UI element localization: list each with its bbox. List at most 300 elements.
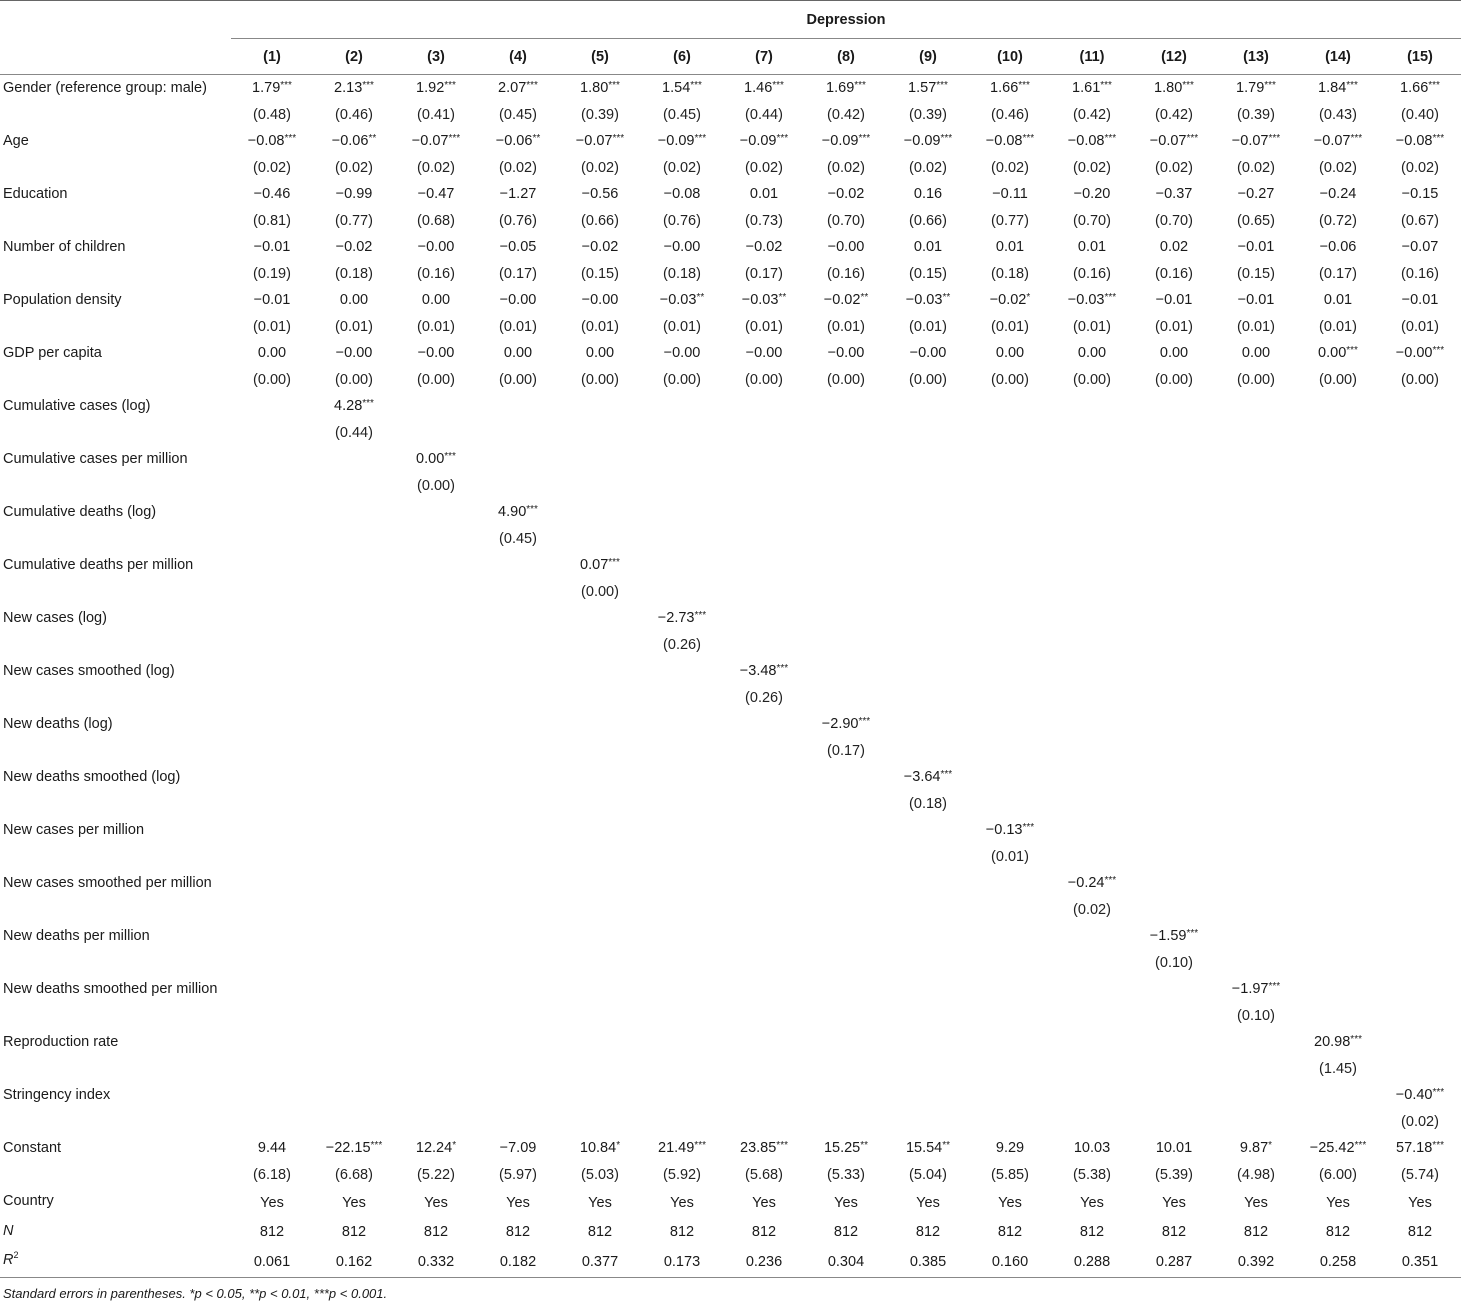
- coefficient-cell: −0.99: [335, 186, 373, 203]
- coefficient-cell: −0.27: [1237, 186, 1275, 203]
- standard-error-cell: [313, 685, 395, 712]
- table-footnote: Standard errors in parentheses. *p < 0.05, **p < 0.01, ***p < 0.001.: [3, 1285, 388, 1301]
- standard-error-cell: [1051, 420, 1133, 447]
- summary-value-cell: 812: [1407, 1224, 1433, 1241]
- coefficient-cell: [1379, 870, 1461, 897]
- coefficient-cell: [723, 711, 805, 738]
- coefficient-cell: [1133, 1082, 1215, 1109]
- summary-label-superscript: 2: [13, 1250, 19, 1261]
- coefficient-cell: [1051, 711, 1133, 738]
- standard-error-cell: [969, 526, 1051, 553]
- standard-error-cell: (0.16): [417, 265, 455, 282]
- summary-row: [0, 1247, 1461, 1277]
- standard-error-cell: [887, 950, 969, 977]
- coefficient-cell: [1051, 605, 1133, 632]
- coefficient-cell: [1297, 605, 1379, 632]
- coefficient-cell: [559, 658, 641, 685]
- standard-error-cell: [313, 579, 395, 606]
- coefficient-cell: [887, 393, 969, 420]
- standard-error-cell: (0.00): [1319, 371, 1357, 388]
- standard-error-cell: (0.77): [991, 212, 1029, 229]
- coefficient-cell: [1297, 446, 1379, 473]
- coefficient-cell: [231, 870, 313, 897]
- coefficient-row: [0, 128, 1461, 155]
- coefficient-cell: 0.00***: [416, 451, 456, 468]
- coefficient-cell: [559, 817, 641, 844]
- coefficient-cell: [559, 764, 641, 791]
- coefficient-cell: [1133, 976, 1215, 1003]
- coefficient-cell: [969, 1082, 1051, 1109]
- coefficient-cell: [887, 870, 969, 897]
- coefficient-cell: [231, 393, 313, 420]
- coefficient-cell: −0.07***: [1231, 133, 1281, 150]
- standard-error-cell: (0.15): [909, 265, 947, 282]
- summary-value-cell: 0.332: [395, 1247, 477, 1277]
- standard-error-cell: [969, 420, 1051, 447]
- standard-error-cell: (0.17): [827, 742, 865, 759]
- standard-error-cell: [1297, 738, 1379, 765]
- standard-error-cell: (0.43): [1319, 106, 1357, 123]
- standard-error-cell: [1215, 579, 1297, 606]
- summary-value-cell: Yes: [1326, 1194, 1350, 1211]
- coefficient-cell: [395, 1082, 477, 1109]
- coefficient-cell: −3.48***: [739, 663, 789, 680]
- standard-error-cell: [1215, 420, 1297, 447]
- standard-error-cell: [969, 685, 1051, 712]
- summary-value-cell: Yes: [670, 1194, 694, 1211]
- coefficient-cell: −0.00: [417, 239, 455, 256]
- coefficient-cell: [559, 1029, 641, 1056]
- standard-error-cell: (0.45): [499, 530, 537, 547]
- standard-error-cell: (0.67): [1401, 212, 1439, 229]
- summary-value-cell: 0.288: [1051, 1247, 1133, 1277]
- coefficient-cell: [1379, 499, 1461, 526]
- standard-error-cell: [231, 632, 313, 659]
- coefficient-cell: [641, 499, 723, 526]
- coefficient-cell: −0.00: [581, 292, 619, 309]
- coefficient-cell: [313, 976, 395, 1003]
- coefficient-cell: 0.00: [257, 345, 287, 362]
- coefficient-cell: [1297, 658, 1379, 685]
- model-header: (3): [395, 39, 477, 75]
- standard-error-cell: [1051, 526, 1133, 553]
- standard-error-cell: (0.00): [1073, 371, 1111, 388]
- coefficient-cell: −0.02: [745, 239, 783, 256]
- coefficient-row: [0, 75, 1461, 102]
- coefficient-cell: −1.97***: [1231, 981, 1281, 998]
- coefficient-cell: [887, 552, 969, 579]
- coefficient-cell: [231, 552, 313, 579]
- standard-error-cell: (5.74): [1401, 1166, 1439, 1183]
- coefficient-cell: [231, 1082, 313, 1109]
- coefficient-cell: 0.00: [339, 292, 369, 309]
- coefficient-cell: [1297, 552, 1379, 579]
- header-blank-cell: [0, 1, 231, 39]
- coefficient-cell: [723, 1029, 805, 1056]
- coefficient-row: [0, 287, 1461, 314]
- coefficient-cell: [641, 552, 723, 579]
- summary-value-cell: Yes: [506, 1194, 530, 1211]
- standard-error-cell: [395, 526, 477, 553]
- coefficient-cell: [969, 605, 1051, 632]
- coefficient-cell: 2.07***: [498, 80, 538, 97]
- coefficient-cell: 10.01: [1155, 1140, 1193, 1157]
- coefficient-cell: 1.92***: [416, 80, 456, 97]
- standard-error-cell: [969, 1109, 1051, 1136]
- standard-error-cell: [1051, 473, 1133, 500]
- coefficient-cell: [231, 923, 313, 950]
- summary-value-cell: 0.236: [723, 1247, 805, 1277]
- standard-error-cell: (6.68): [335, 1166, 373, 1183]
- summary-row: [0, 1218, 1461, 1248]
- standard-error-cell: [969, 897, 1051, 924]
- standard-error-cell: [1215, 1109, 1297, 1136]
- standard-error-cell: [395, 844, 477, 871]
- summary-value-cell: Yes: [998, 1194, 1022, 1211]
- coefficient-cell: [1133, 817, 1215, 844]
- variable-label: New cases smoothed per million: [3, 875, 212, 891]
- coefficient-cell: [395, 764, 477, 791]
- summary-value-cell: 812: [505, 1224, 531, 1241]
- coefficient-cell: 0.01: [1077, 239, 1107, 256]
- standard-error-cell: (0.02): [827, 159, 865, 176]
- standard-error-cell: (0.10): [1237, 1007, 1275, 1024]
- standard-error-cell: [1379, 950, 1461, 977]
- standard-error-cell: [231, 685, 313, 712]
- coefficient-cell: [969, 393, 1051, 420]
- standard-error-cell: (0.01): [827, 318, 865, 335]
- standard-error-cell: [1379, 1003, 1461, 1030]
- standard-error-cell: (0.00): [499, 371, 537, 388]
- coefficient-cell: [1379, 393, 1461, 420]
- coefficient-cell: [887, 711, 969, 738]
- model-header: (5): [559, 39, 641, 75]
- standard-error-cell: [559, 1109, 641, 1136]
- standard-error-cell: [805, 473, 887, 500]
- standard-error-cell: [723, 1003, 805, 1030]
- standard-error-cell: (0.02): [1155, 159, 1193, 176]
- summary-value-cell: 0.385: [887, 1247, 969, 1277]
- coefficient-cell: [969, 499, 1051, 526]
- standard-error-cell: (5.33): [827, 1166, 865, 1183]
- variable-label: Constant: [3, 1140, 62, 1156]
- standard-error-cell: [641, 791, 723, 818]
- coefficient-cell: [723, 552, 805, 579]
- coefficient-cell: −0.08: [663, 186, 701, 203]
- standard-error-cell: [723, 791, 805, 818]
- coefficient-cell: −0.03**: [659, 292, 705, 309]
- standard-error-cell: (0.01): [335, 318, 373, 335]
- standard-error-cell: (0.66): [581, 212, 619, 229]
- standard-error-cell: (0.02): [1073, 159, 1111, 176]
- coefficient-cell: −0.46: [253, 186, 291, 203]
- model-header: (6): [641, 39, 723, 75]
- standard-error-cell: [1051, 1056, 1133, 1083]
- header-title-row: [0, 1, 1461, 39]
- coefficient-cell: [313, 605, 395, 632]
- coefficient-cell: [477, 764, 559, 791]
- standard-error-cell: (0.02): [581, 159, 619, 176]
- coefficient-cell: −0.00: [827, 345, 865, 362]
- coefficient-cell: −0.00: [663, 345, 701, 362]
- coefficient-cell: [1215, 711, 1297, 738]
- coefficient-cell: −0.01: [1401, 292, 1439, 309]
- standard-error-cell: (0.44): [745, 106, 783, 123]
- coefficient-cell: 0.00: [995, 345, 1025, 362]
- coefficient-cell: 0.01: [995, 239, 1025, 256]
- coefficient-cell: 0.00***: [1318, 345, 1358, 362]
- summary-label: [0, 1247, 231, 1277]
- coefficient-cell: [1215, 870, 1297, 897]
- standard-error-cell: (0.02): [1073, 901, 1111, 918]
- standard-error-cell: (5.85): [991, 1166, 1029, 1183]
- coefficient-cell: −0.00: [417, 345, 455, 362]
- standard-error-cell: [723, 420, 805, 447]
- standard-error-cell: [1379, 791, 1461, 818]
- coefficient-cell: 10.03: [1073, 1140, 1111, 1157]
- standard-error-cell: (6.18): [253, 1166, 291, 1183]
- coefficient-cell: 1.79***: [252, 80, 292, 97]
- standard-error-cell: [641, 738, 723, 765]
- standard-error-cell: (0.17): [745, 265, 783, 282]
- standard-error-cell: [1215, 685, 1297, 712]
- coefficient-cell: −0.07***: [1149, 133, 1199, 150]
- standard-error-cell: [887, 844, 969, 871]
- standard-error-cell: [805, 420, 887, 447]
- standard-error-cell: [559, 526, 641, 553]
- summary-row: [0, 1188, 1461, 1218]
- variable-label: Gender (reference group: male): [3, 80, 207, 96]
- standard-error-cell: [1051, 579, 1133, 606]
- standard-error-cell: [805, 1003, 887, 1030]
- coefficient-cell: −0.06**: [331, 133, 377, 150]
- coefficient-cell: [231, 658, 313, 685]
- coefficient-cell: [1133, 552, 1215, 579]
- summary-value-cell: 812: [915, 1224, 941, 1241]
- coefficient-cell: [1215, 764, 1297, 791]
- standard-error-cell: (0.01): [253, 318, 291, 335]
- coefficient-cell: 9.87*: [1239, 1140, 1273, 1157]
- standard-error-cell: (0.41): [417, 106, 455, 123]
- coefficient-cell: [477, 870, 559, 897]
- standard-error-cell: (0.26): [745, 689, 783, 706]
- model-number-row: [0, 39, 1461, 75]
- summary-value-cell: 812: [1243, 1224, 1269, 1241]
- coefficient-cell: [1133, 605, 1215, 632]
- standard-error-cell: [805, 526, 887, 553]
- summary-value-cell: 0.377: [559, 1247, 641, 1277]
- coefficient-cell: [1379, 605, 1461, 632]
- standard-error-cell: [395, 632, 477, 659]
- coefficient-cell: [805, 976, 887, 1003]
- standard-error-cell: [723, 844, 805, 871]
- standard-error-cell: [887, 897, 969, 924]
- standard-error-cell: (0.00): [991, 371, 1029, 388]
- dependent-variable-title: Depression: [231, 1, 1461, 39]
- standard-error-cell: (0.10): [1155, 954, 1193, 971]
- summary-value-cell: 0.287: [1133, 1247, 1215, 1277]
- model-header: (13): [1215, 39, 1297, 75]
- standard-error-cell: [1379, 685, 1461, 712]
- standard-error-cell: [395, 579, 477, 606]
- standard-error-cell: (0.02): [1401, 1113, 1439, 1130]
- standard-error-cell: [231, 1056, 313, 1083]
- standard-error-cell: [1133, 738, 1215, 765]
- standard-error-cell: [1379, 897, 1461, 924]
- variable-label: New deaths (log): [3, 716, 113, 732]
- standard-error-cell: [641, 1109, 723, 1136]
- coefficient-cell: [641, 817, 723, 844]
- coefficient-cell: 15.54**: [905, 1140, 951, 1157]
- coefficient-row: [0, 552, 1461, 579]
- summary-value-cell: 812: [341, 1224, 367, 1241]
- model-header: (10): [969, 39, 1051, 75]
- standard-error-cell: [395, 685, 477, 712]
- coefficient-cell: [313, 1082, 395, 1109]
- model-header: (12): [1133, 39, 1215, 75]
- coefficient-cell: 12.24*: [415, 1140, 457, 1157]
- coefficient-cell: [887, 499, 969, 526]
- coefficient-cell: −1.27: [499, 186, 537, 203]
- standard-error-cell: [1215, 950, 1297, 977]
- summary-value-cell: Yes: [588, 1194, 612, 1211]
- coefficient-cell: −0.11: [992, 186, 1028, 203]
- standard-error-cell: (0.76): [499, 212, 537, 229]
- standard-error-cell: [231, 420, 313, 447]
- coefficient-cell: [887, 605, 969, 632]
- variable-label: Reproduction rate: [3, 1034, 119, 1050]
- standard-error-cell: [395, 791, 477, 818]
- standard-error-cell: [887, 579, 969, 606]
- coefficient-cell: [395, 605, 477, 632]
- coefficient-cell: [559, 923, 641, 950]
- coefficient-row: [0, 181, 1461, 208]
- standard-error-cell: [231, 526, 313, 553]
- summary-value-cell: Yes: [342, 1194, 366, 1211]
- variable-label: Population density: [3, 292, 122, 308]
- standard-error-cell: [969, 632, 1051, 659]
- standard-error-cell: [1215, 897, 1297, 924]
- standard-error-cell: [313, 950, 395, 977]
- coefficient-cell: [477, 711, 559, 738]
- standard-error-cell: (0.66): [909, 212, 947, 229]
- coefficient-cell: 2.13***: [334, 80, 374, 97]
- coefficient-row: [0, 817, 1461, 844]
- standard-error-cell: [1051, 791, 1133, 818]
- variable-label: New cases (log): [3, 610, 107, 626]
- coefficient-cell: [395, 499, 477, 526]
- standard-error-cell: [1051, 1003, 1133, 1030]
- standard-error-cell: (4.98): [1237, 1166, 1275, 1183]
- coefficient-cell: [805, 1082, 887, 1109]
- standard-error-cell: [559, 738, 641, 765]
- coefficient-cell: 1.80***: [580, 80, 620, 97]
- standard-error-cell: [395, 897, 477, 924]
- summary-value-cell: 812: [587, 1224, 613, 1241]
- coefficient-cell: [1215, 658, 1297, 685]
- coefficient-cell: [887, 1082, 969, 1109]
- coefficient-cell: [1379, 711, 1461, 738]
- header-blank-cell: [0, 39, 231, 75]
- standard-error-cell: (0.16): [827, 265, 865, 282]
- coefficient-cell: [1297, 870, 1379, 897]
- standard-error-cell: (0.01): [1073, 318, 1111, 335]
- standard-error-cell: [313, 632, 395, 659]
- coefficient-cell: [641, 393, 723, 420]
- summary-value-cell: Yes: [1080, 1194, 1104, 1211]
- coefficient-cell: 0.01: [1323, 292, 1353, 309]
- summary-value-cell: 0.162: [313, 1247, 395, 1277]
- coefficient-cell: [887, 817, 969, 844]
- standard-error-cell: [1133, 579, 1215, 606]
- coefficient-cell: [805, 1029, 887, 1056]
- standard-error-cell: (0.00): [417, 371, 455, 388]
- standard-error-cell: [559, 1003, 641, 1030]
- coefficient-cell: [395, 393, 477, 420]
- coefficient-row: [0, 446, 1461, 473]
- coefficient-cell: [231, 764, 313, 791]
- standard-error-cell: (1.45): [1319, 1060, 1357, 1077]
- standard-error-cell: (0.02): [499, 159, 537, 176]
- standard-error-cell: [641, 950, 723, 977]
- coefficient-cell: [723, 446, 805, 473]
- coefficient-cell: 20.98***: [1314, 1034, 1362, 1051]
- standard-error-cell: (0.18): [663, 265, 701, 282]
- standard-error-cell: (0.01): [1237, 318, 1275, 335]
- standard-error-cell: [395, 950, 477, 977]
- standard-error-cell: [1379, 1056, 1461, 1083]
- variable-label: Number of children: [3, 239, 126, 255]
- coefficient-cell: −0.47: [417, 186, 455, 203]
- coefficient-cell: [477, 1082, 559, 1109]
- coefficient-cell: [1379, 552, 1461, 579]
- standard-error-cell: (0.02): [909, 159, 947, 176]
- standard-error-cell: [559, 1056, 641, 1083]
- standard-error-cell: [559, 844, 641, 871]
- standard-error-cell: (0.00): [1401, 371, 1439, 388]
- coefficient-cell: [395, 552, 477, 579]
- coefficient-cell: [1215, 552, 1297, 579]
- coefficient-row: [0, 1082, 1461, 1109]
- summary-label-text: N: [3, 1222, 14, 1239]
- standard-error-cell: [1215, 632, 1297, 659]
- standard-error-cell: (0.46): [335, 106, 373, 123]
- coefficient-cell: [887, 1029, 969, 1056]
- coefficient-cell: [1215, 1029, 1297, 1056]
- standard-error-cell: (0.02): [663, 159, 701, 176]
- coefficient-cell: [723, 976, 805, 1003]
- coefficient-cell: 1.84***: [1318, 80, 1358, 97]
- coefficient-cell: [805, 658, 887, 685]
- coefficient-cell: [395, 870, 477, 897]
- coefficient-row: [0, 499, 1461, 526]
- standard-error-cell: [559, 473, 641, 500]
- coefficient-cell: −0.00: [909, 345, 947, 362]
- coefficient-cell: [559, 1082, 641, 1109]
- standard-error-cell: (0.00): [1155, 371, 1193, 388]
- coefficient-cell: [1379, 976, 1461, 1003]
- coefficient-cell: [559, 446, 641, 473]
- standard-error-cell: [1379, 579, 1461, 606]
- standard-error-cell: (0.00): [1237, 371, 1275, 388]
- coefficient-cell: [1051, 446, 1133, 473]
- coefficient-cell: 1.57***: [908, 80, 948, 97]
- coefficient-cell: 4.28***: [334, 398, 374, 415]
- summary-value-cell: 0.258: [1297, 1247, 1379, 1277]
- standard-error-cell: [231, 1109, 313, 1136]
- coefficient-cell: [641, 711, 723, 738]
- standard-error-cell: [723, 950, 805, 977]
